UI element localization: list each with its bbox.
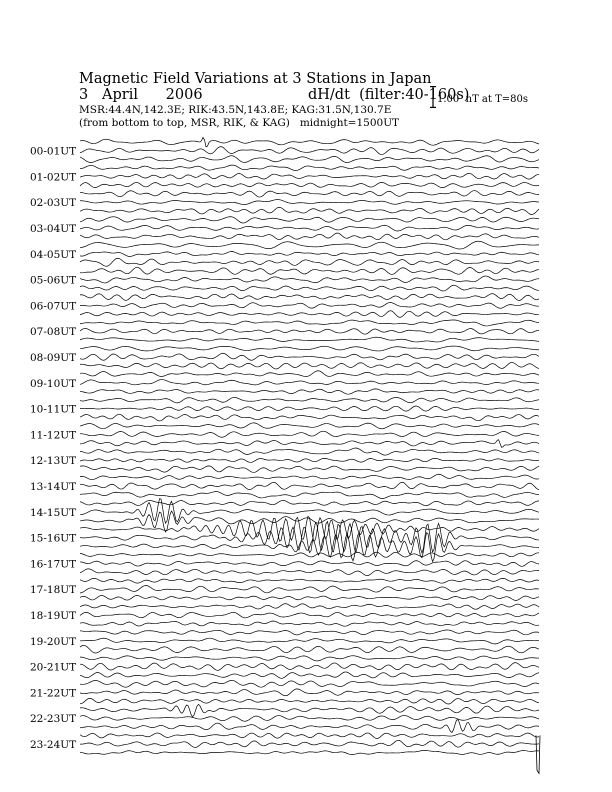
waveform-trace-kag xyxy=(80,258,539,266)
waveform-trace-rik xyxy=(80,612,539,618)
chart-title: Magnetic Field Variations at 3 Stations in Japan xyxy=(79,71,432,87)
waveform-trace-kag xyxy=(80,595,539,600)
waveform-trace-rik xyxy=(80,638,539,644)
hour-label: 07-08UT xyxy=(30,326,77,339)
waveform-trace-msr xyxy=(80,448,539,455)
hour-label: 10-11UT xyxy=(30,403,77,416)
waveform-trace-kag xyxy=(80,156,539,163)
waveform-trace-msr xyxy=(80,474,539,479)
waveform-trace-msr xyxy=(80,516,539,541)
waveform-trace-kag xyxy=(80,389,539,394)
waveform-trace-msr xyxy=(80,294,539,301)
waveform-spike xyxy=(536,735,540,773)
hour-label: 02-03UT xyxy=(30,197,77,210)
waveform-trace-rik xyxy=(80,276,539,283)
waveform-trace-msr xyxy=(80,733,539,739)
waveform-trace-rik xyxy=(80,585,539,593)
waveform-trace-msr xyxy=(80,704,539,716)
waveform-trace-rik xyxy=(80,561,539,567)
hour-label: 08-09UT xyxy=(30,352,77,364)
waveform-trace-kag xyxy=(80,533,539,562)
waveform-trace-rik xyxy=(80,173,539,179)
hour-label: 14-15UT xyxy=(30,506,77,519)
waveform-trace-msr xyxy=(80,656,539,661)
hour-label: 09-10UT xyxy=(30,377,77,390)
hour-label: 12-13UT xyxy=(30,455,77,468)
scale-bar-label: 1.00 nT at T=80s xyxy=(437,94,528,105)
waveform-trace-msr xyxy=(80,165,539,170)
waveform-trace-rik xyxy=(80,522,539,553)
hour-label: 20-21UT xyxy=(30,661,77,674)
trace-order-note: (from bottom to top, MSR, RIK, & KAG) midnight=1500UT xyxy=(79,117,400,129)
hour-label: 21-22UT xyxy=(30,687,77,700)
hour-label: 00-01UT xyxy=(30,145,77,158)
waveform-trace-kag xyxy=(80,207,539,214)
waveform-trace-kag xyxy=(80,672,539,678)
hour-label: 23-24UT xyxy=(30,739,77,751)
hour-label: 05-06UT xyxy=(30,274,77,287)
waveform-trace-kag xyxy=(80,750,539,754)
waveform-trace-rik xyxy=(80,740,539,747)
waveform-trace-rik xyxy=(80,303,539,309)
waveform-trace-kag xyxy=(80,337,539,342)
waveform-trace-rik xyxy=(80,458,539,462)
waveform-trace-msr xyxy=(80,217,539,223)
waveform-trace-msr xyxy=(80,680,539,687)
waveform-trace-rik xyxy=(80,380,539,385)
waveform-trace-kag xyxy=(80,311,539,318)
waveform-trace-rik xyxy=(80,663,539,671)
waveform-trace-msr xyxy=(80,320,539,326)
waveform-trace-kag xyxy=(80,621,539,626)
hour-label: 11-12UT xyxy=(30,429,77,442)
hour-label: 13-14UT xyxy=(30,481,77,493)
hour-label: 18-19UT xyxy=(30,610,77,622)
waveform-trace-kag xyxy=(80,414,539,421)
hour-label: 22-23UT xyxy=(30,713,77,726)
waveform-trace-rik xyxy=(80,406,539,411)
waveform-trace-kag xyxy=(80,466,539,473)
waveform-trace-kag xyxy=(80,233,539,240)
waveform-trace-kag xyxy=(80,698,539,704)
waveform-trace-kag xyxy=(80,440,539,448)
chart-quantity: dH/dt (filter:40-160s) xyxy=(308,87,470,103)
hour-label: 06-07UT xyxy=(30,300,77,313)
waveform-trace-kag xyxy=(80,182,539,187)
hour-label: 04-05UT xyxy=(30,248,77,261)
waveform-trace-kag xyxy=(80,720,539,733)
waveform-trace-kag xyxy=(80,492,539,499)
waveform-trace-rik xyxy=(80,251,539,256)
waveform-trace-msr xyxy=(80,191,539,197)
waveform-trace-rik xyxy=(80,353,539,360)
chart-date: 3 April 2006 xyxy=(79,87,203,103)
waveform-trace-rik xyxy=(80,225,539,231)
hour-label: 19-20UT xyxy=(30,635,77,648)
waveform-trace-msr xyxy=(80,397,539,402)
waveform-trace-rik xyxy=(80,147,539,155)
hour-label: 01-02UT xyxy=(30,171,77,184)
hour-label: 16-17UT xyxy=(30,558,77,571)
waveform-trace-msr xyxy=(80,604,539,610)
waveform-trace-kag xyxy=(80,645,539,653)
waveform-trace-kag xyxy=(80,362,539,369)
waveform-trace-msr xyxy=(80,630,539,635)
waveform-trace-msr xyxy=(80,423,539,429)
waveform-trace-rik xyxy=(80,715,539,721)
waveform-trace-msr xyxy=(80,371,539,377)
waveform-trace-rik xyxy=(80,328,539,334)
hour-label: 15-16UT xyxy=(30,532,77,545)
waveform-trace-rik xyxy=(80,689,539,696)
waveform-trace-msr xyxy=(80,578,539,583)
waveform-trace-kag xyxy=(80,569,539,576)
hour-label: 17-18UT xyxy=(30,584,77,597)
station-coordinates: MSR:44.4N,142.3E; RIK:43.5N,143.8E; KAG:31.5N,130.7E xyxy=(79,104,392,116)
waveform-trace-msr xyxy=(80,267,539,274)
waveform-trace-msr xyxy=(80,241,539,249)
hour-label: 03-04UT xyxy=(30,223,77,235)
waveform-trace-msr xyxy=(80,346,539,351)
waveform-trace-msr xyxy=(80,137,539,146)
waveform-trace-kag xyxy=(80,285,539,291)
waveform-trace-rik xyxy=(80,431,539,437)
waveform-trace-rik xyxy=(80,482,539,489)
waveform-trace-rik xyxy=(80,200,539,205)
